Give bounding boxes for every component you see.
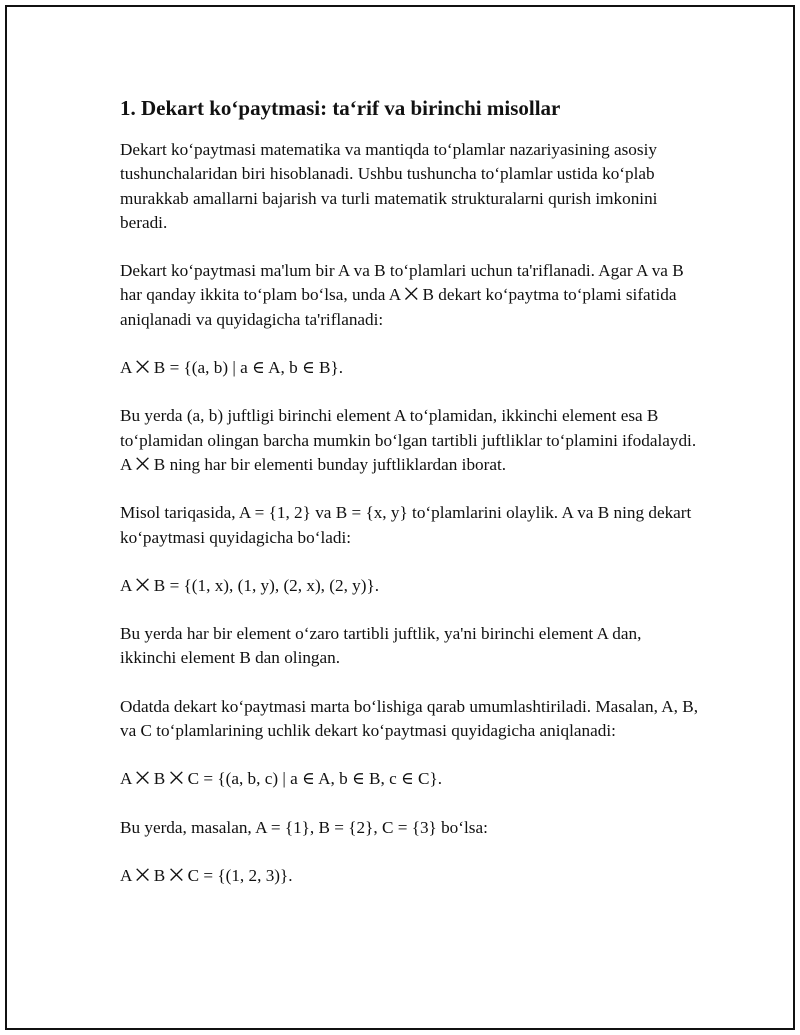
document-body xyxy=(120,95,700,912)
paragraph-definition: Dekart ko‘paytmasi ma'lum bir A va B to‘plamlari uchun ta'riflanadi. Agar A va B har qanday ikkita to‘plam bo‘lsa, unda A ⨉ B dekart ko‘paytma to‘plami sifatida aniqlanadi va quyidagicha ta'riflanadi: xyxy=(120,261,684,329)
formula-triple: A ⨉ B ⨉ C = {(a, b, c) | a ∈ A, b ∈ B, c ∈ C}. xyxy=(120,769,443,789)
paragraph-explanation: Bu yerda (a, b) juftligi birinchi element A to‘plamidan, ikkinchi element esa B to‘plamidan olingan barcha mumkin bo‘lgan tartibli juftliklar to‘plamini ifodalaydi. A ⨉ B ning har bir elementi bunday juftliklardan iborat. xyxy=(120,406,697,474)
page-frame xyxy=(5,5,795,1030)
paragraph-triple-example: Bu yerda, masalan, A = {1}, B = {2}, C = {3} bo‘lsa: xyxy=(120,817,488,837)
formula-example: A ⨉ B = {(1, x), (1, y), (2, x), (2, y)}. xyxy=(120,575,380,595)
paragraph-intro: Dekart ko‘paytmasi matematika va mantiqda to‘plamlar nazariyasining asosiy tushunchalaridan biri hisoblanadi. Ushbu tushuncha to‘plamlar ustida ko‘plab murakkab amallarni bajarish va turli matematik strukturalarni qurish imkonini beradi. xyxy=(120,140,658,232)
paragraph-example: Misol tariqasida, A = {1, 2} va B = {x, y} to‘plamlarini olaylik. A va B ning dekart ko‘paytmasi quyidagicha bo‘ladi: xyxy=(120,503,692,547)
formula-definition: A ⨉ B = {(a, b) | a ∈ A, b ∈ B}. xyxy=(120,358,344,378)
section-heading: 1. Dekart ko‘paytmasi: ta‘rif va birinchi misollar xyxy=(120,96,561,120)
formula-triple-example: A ⨉ B ⨉ C = {(1, 2, 3)}. xyxy=(120,865,293,885)
paragraph-example-note: Bu yerda har bir element o‘zaro tartibli juftlik, ya'ni birinchi element A dan, ikkinchi element B dan olingan. xyxy=(120,624,642,668)
paragraph-generalization: Odatda dekart ko‘paytmasi marta bo‘lishiga qarab umumlashtiriladi. Masalan, A, B, va C to‘plamlarining uchlik dekart ko‘paytmasi quyidagicha aniqlanadi: xyxy=(120,696,699,741)
